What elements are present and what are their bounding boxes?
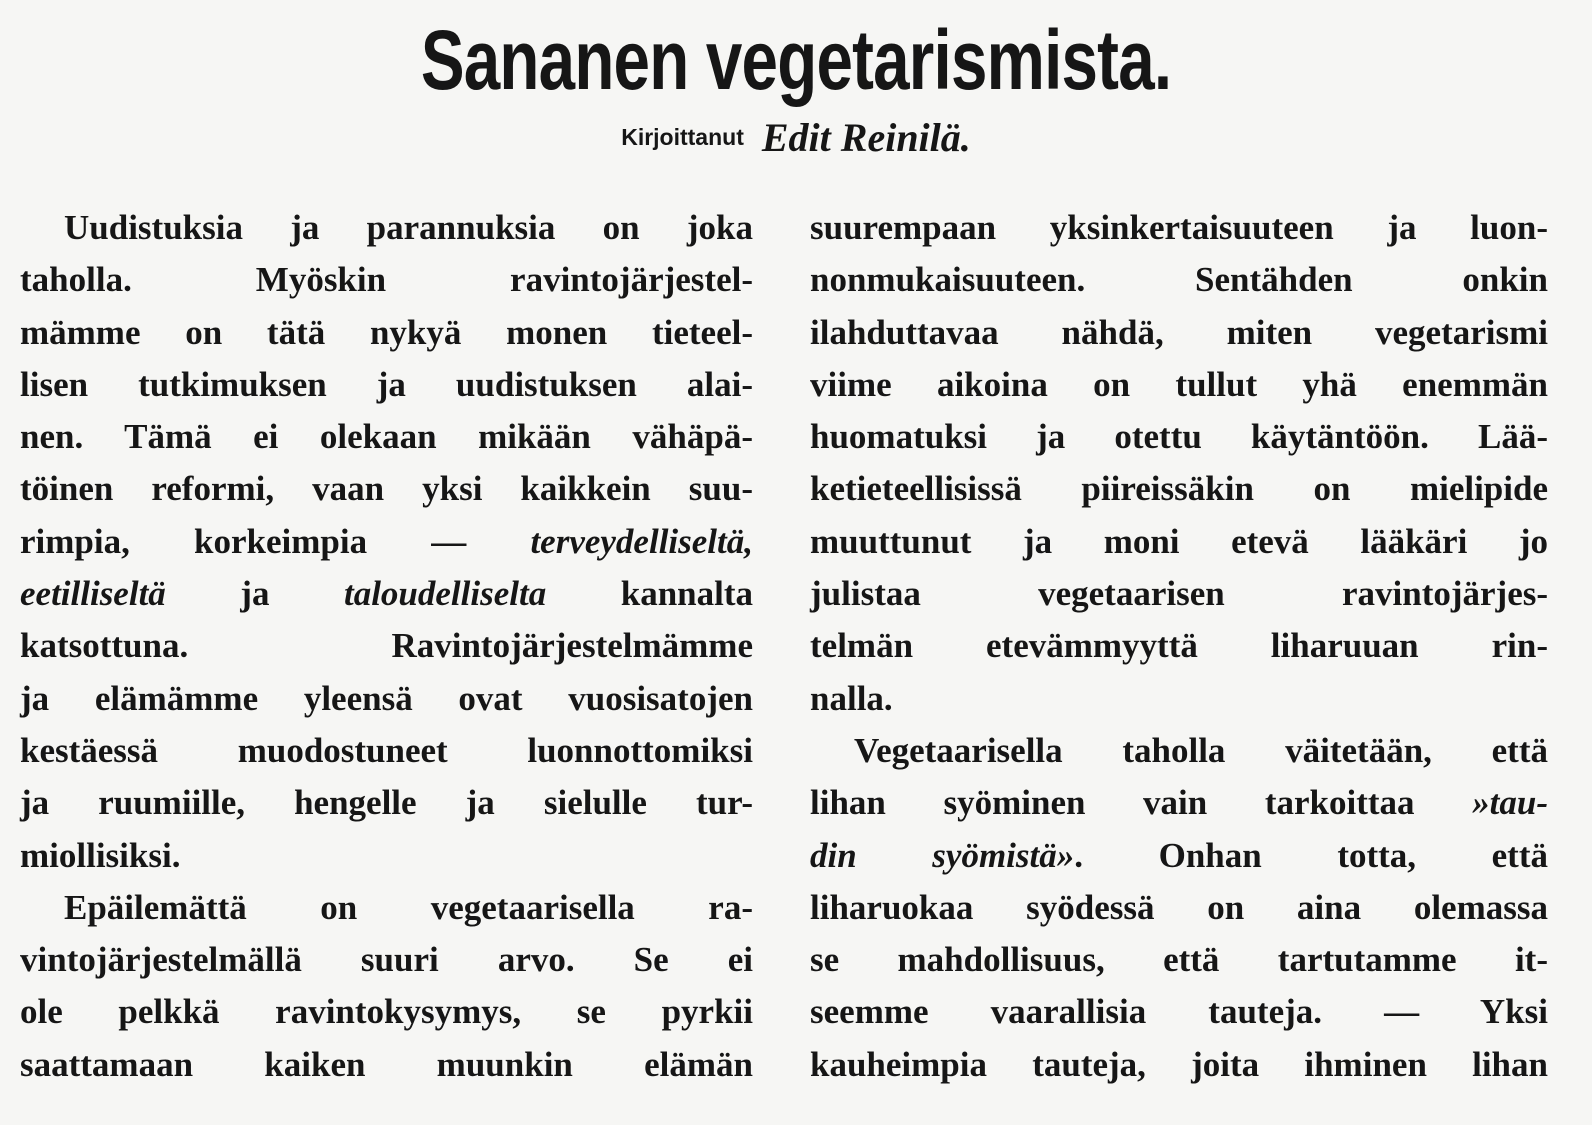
byline bbox=[0, 114, 1592, 161]
text-segment: ilahduttavaa nähdä, miten vegetarismi bbox=[810, 312, 1548, 352]
text-line bbox=[20, 254, 753, 306]
text-segment: katsottuna. Ravintojärjestelmämme bbox=[20, 626, 753, 666]
text-line bbox=[810, 359, 1548, 411]
text-segment: se mahdollisuus, että tartutamme it- bbox=[810, 940, 1548, 980]
italic-text: taloudelliselta bbox=[343, 574, 547, 614]
text-segment: ketieteellisissä piireissäkin on mielipide bbox=[810, 469, 1548, 509]
text-line bbox=[20, 463, 753, 515]
italic-text: din syömistä» bbox=[810, 835, 1075, 875]
text-segment: ja elämämme yleensä ovat vuosisatojen bbox=[20, 678, 753, 718]
text-line bbox=[810, 1039, 1548, 1091]
text-segment: Epäilemättä on vegetaarisella ra- bbox=[64, 887, 753, 927]
text-line bbox=[20, 986, 753, 1038]
italic-text: eetilliseltä bbox=[20, 574, 166, 614]
text-line bbox=[20, 777, 753, 829]
text-segment: mämme on tätä nykyä monen tieteel- bbox=[20, 312, 753, 352]
text-line bbox=[810, 568, 1548, 620]
text-segment: lisen tutkimuksen ja uudistuksen alai- bbox=[20, 364, 753, 404]
italic-text: »tau- bbox=[1472, 783, 1548, 823]
text-line bbox=[20, 359, 753, 411]
text-segment: kannalta bbox=[546, 574, 754, 614]
text-segment: kauheimpia tauteja, joita ihminen lihan bbox=[810, 1044, 1548, 1084]
text-segment: vintojärjestelmällä suuri arvo. Se ei bbox=[20, 940, 753, 980]
text-line bbox=[20, 830, 753, 882]
text-line bbox=[20, 882, 753, 934]
text-line bbox=[20, 307, 753, 359]
author-name: Edit Reinilä. bbox=[761, 115, 971, 160]
text-line bbox=[810, 986, 1548, 1038]
article-title bbox=[0, 12, 1592, 108]
text-line bbox=[20, 934, 753, 986]
text-segment: liharuokaa syödessä on aina olemassa bbox=[810, 887, 1548, 927]
text-segment: julistaa vegetaarisen ravintojärjes- bbox=[810, 574, 1548, 614]
text-segment: nen. Tämä ei olekaan mikään vähäpä- bbox=[20, 417, 753, 457]
text-segment: seemme vaarallisia tauteja. — Yksi bbox=[810, 992, 1548, 1032]
article-title-text: Sananen vegetarismista. bbox=[420, 13, 1172, 107]
text-segment: viime aikoina on tullut yhä enemmän bbox=[810, 364, 1548, 404]
text-line bbox=[810, 882, 1548, 934]
text-line bbox=[810, 411, 1548, 463]
byline-label: Kirjoittanut bbox=[621, 124, 744, 150]
text-segment: taholla. Myöskin ravintojärjestel- bbox=[20, 260, 753, 300]
text-segment: ole pelkkä ravintokysymys, se pyrkii bbox=[20, 992, 753, 1032]
text-line bbox=[810, 830, 1548, 882]
text-segment: Uudistuksia ja parannuksia on joka bbox=[64, 208, 753, 247]
text-line bbox=[810, 934, 1548, 986]
italic-text: terveydelliseltä, bbox=[530, 521, 753, 561]
text-line bbox=[810, 777, 1548, 829]
text-segment: ja ruumiille, hengelle ja sielulle tur- bbox=[20, 783, 753, 823]
text-line bbox=[20, 1039, 753, 1091]
text-segment: huomatuksi ja otettu käytäntöön. Lää- bbox=[810, 417, 1548, 457]
text-line bbox=[810, 725, 1548, 777]
text-segment: . Onhan totta, että bbox=[1074, 835, 1548, 875]
text-segment: lihan syöminen vain tarkoittaa bbox=[810, 783, 1473, 823]
text-line bbox=[20, 516, 753, 568]
text-line bbox=[20, 411, 753, 463]
text-line bbox=[810, 307, 1548, 359]
text-line bbox=[20, 202, 753, 254]
text-segment: nonmukaisuuteen. Sentähden onkin bbox=[810, 260, 1548, 300]
text-line bbox=[810, 516, 1548, 568]
text-line bbox=[810, 202, 1548, 254]
text-line bbox=[20, 673, 753, 725]
text-segment: saattamaan kaiken muunkin elämän bbox=[20, 1044, 753, 1084]
text-segment: suurempaan yksinkertaisuuteen ja luon- bbox=[810, 208, 1548, 247]
text-segment: Vegetaarisella taholla väitetään, että bbox=[854, 730, 1548, 770]
text-column-left bbox=[20, 202, 753, 1091]
text-line bbox=[20, 620, 753, 672]
text-segment: kestäessä muodostuneet luonnottomiksi bbox=[20, 730, 753, 770]
text-line bbox=[810, 254, 1548, 306]
text-column-right bbox=[810, 202, 1548, 1091]
text-line bbox=[810, 673, 1548, 725]
text-segment: nalla. bbox=[810, 678, 893, 718]
text-segment: rimpia, korkeimpia — bbox=[20, 521, 531, 561]
text-segment: miollisiksi. bbox=[20, 835, 181, 875]
text-segment: töinen reformi, vaan yksi kaikkein suu- bbox=[20, 469, 753, 509]
text-line bbox=[810, 463, 1548, 515]
text-segment: ja bbox=[165, 574, 344, 614]
text-line bbox=[20, 725, 753, 777]
text-line bbox=[810, 620, 1548, 672]
text-segment: telmän etevämmyyttä liharuuan rin- bbox=[810, 626, 1548, 666]
text-line bbox=[20, 568, 753, 620]
text-segment: muuttunut ja moni etevä lääkäri jo bbox=[810, 521, 1548, 561]
